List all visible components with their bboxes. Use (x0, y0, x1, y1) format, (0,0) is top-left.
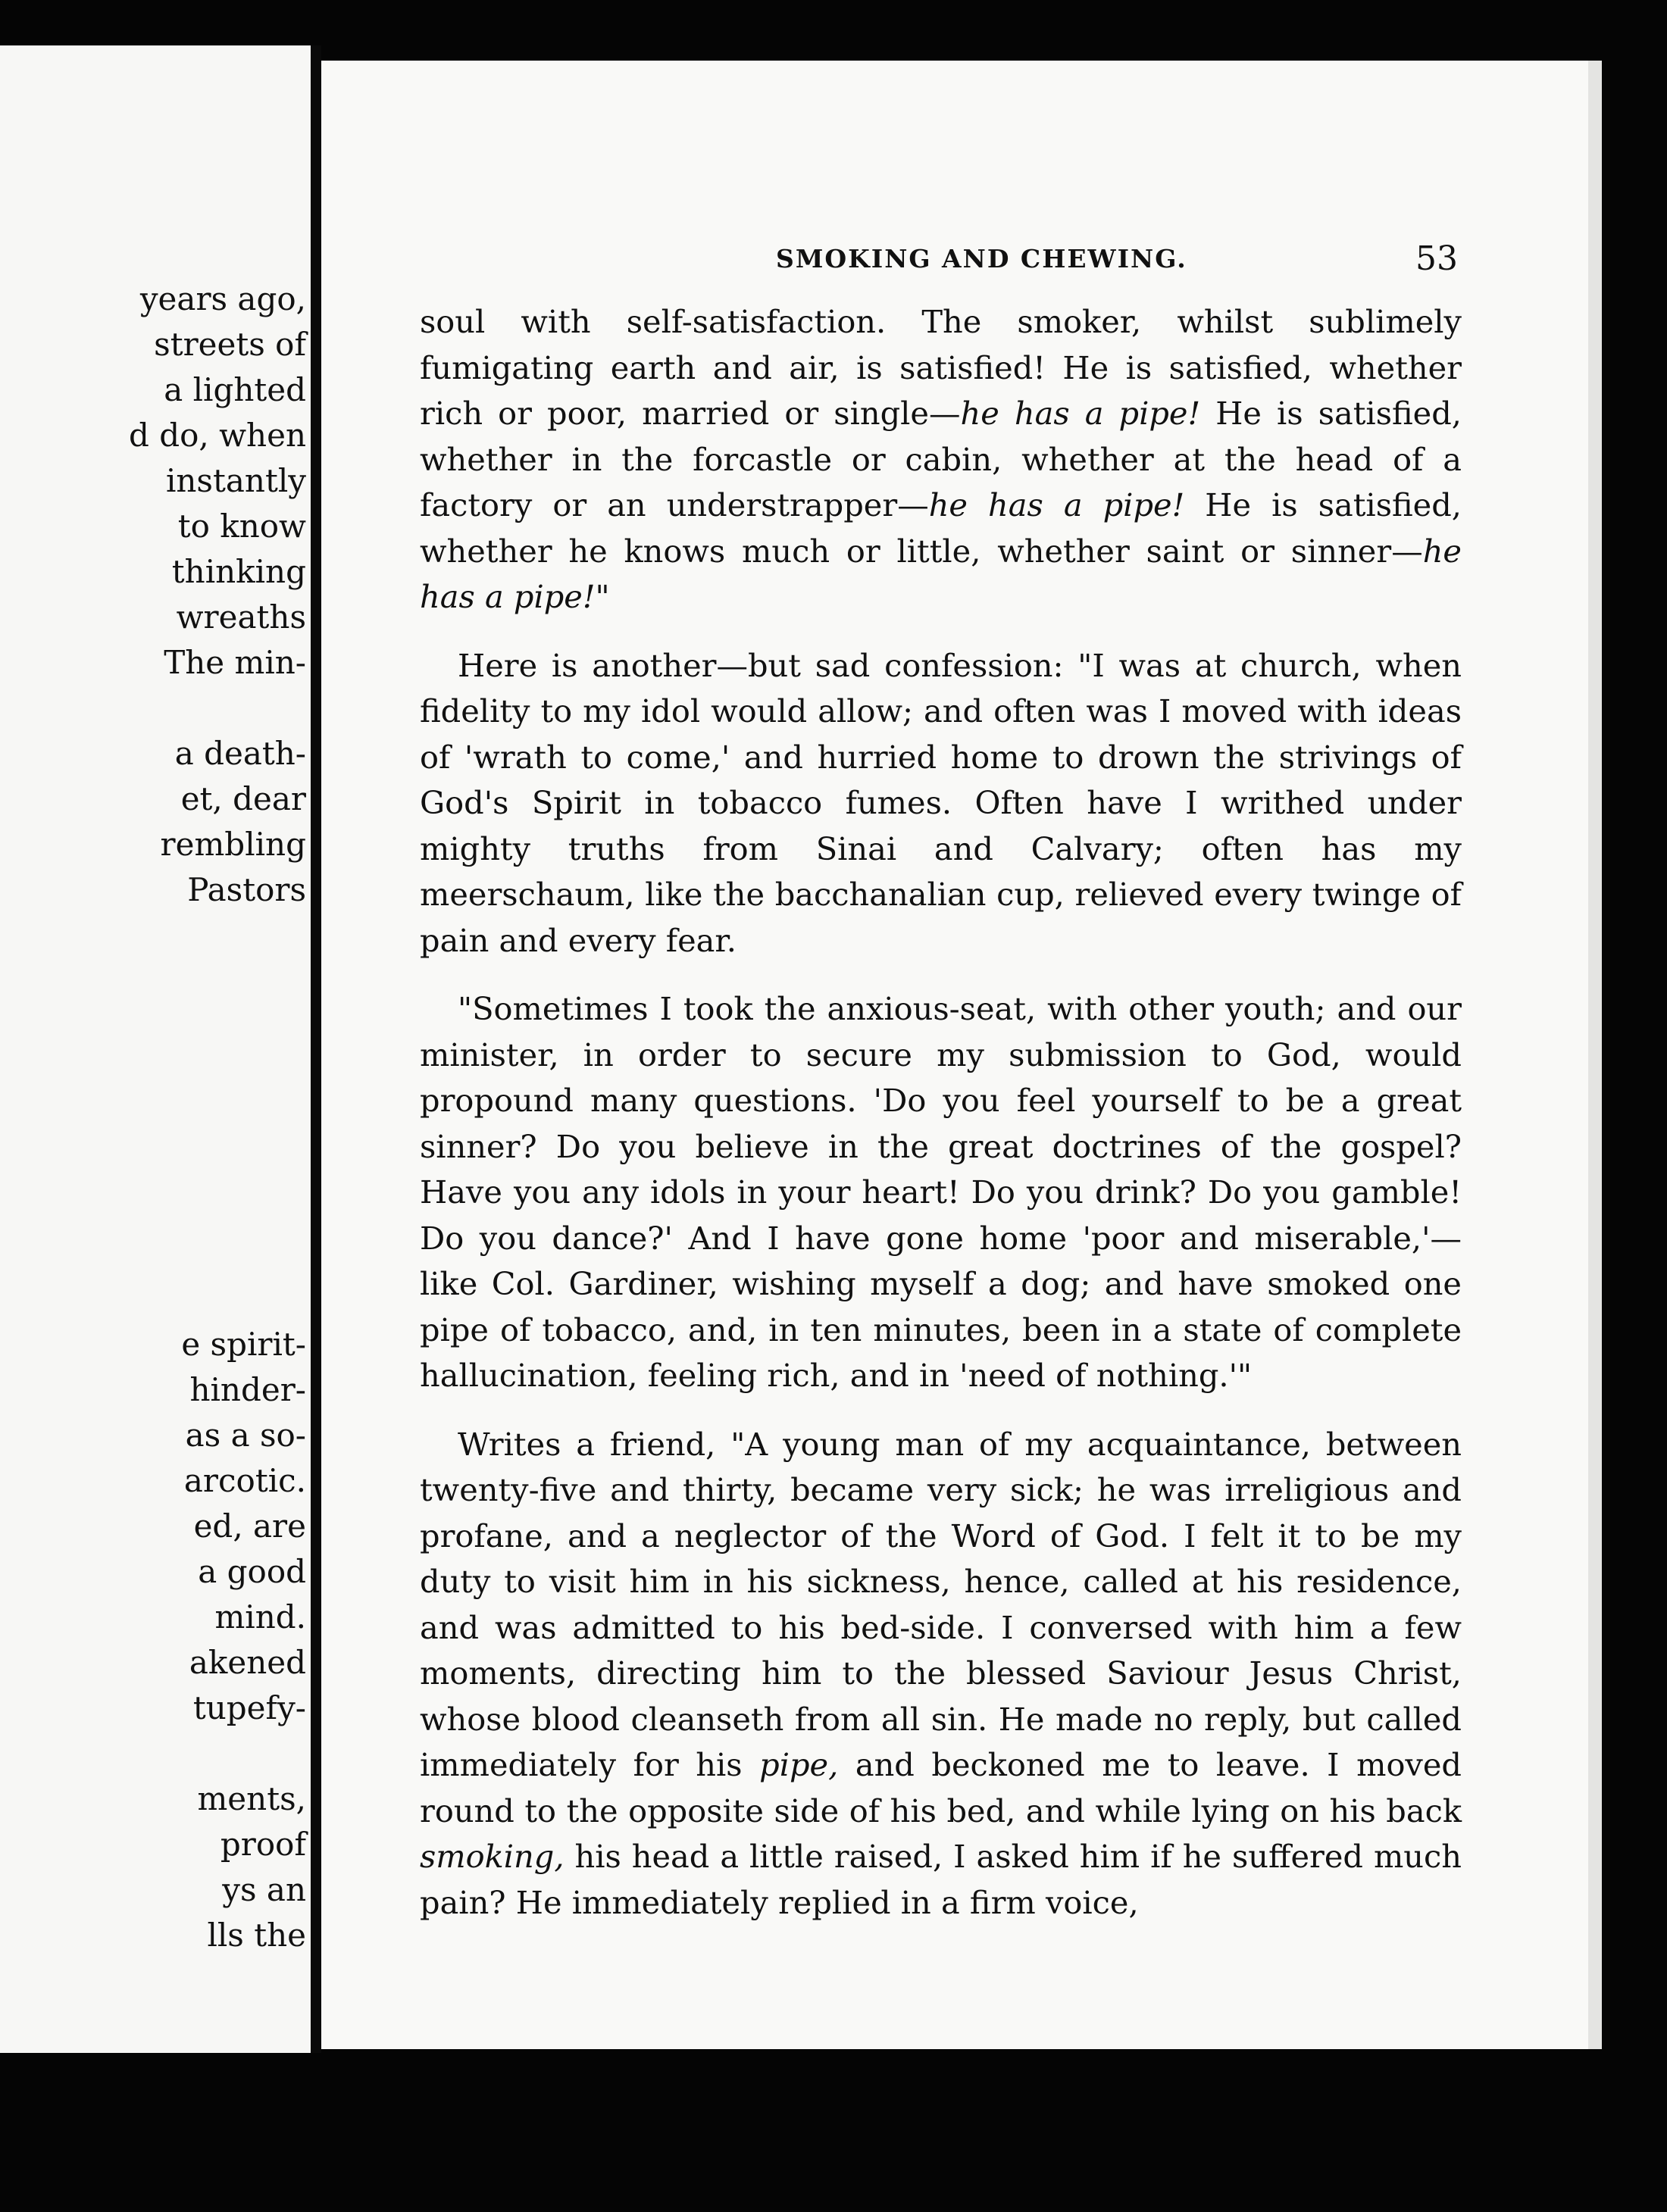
left-page-line: a death- (174, 735, 306, 772)
left-page-line: lls the (207, 1917, 306, 1954)
left-page-line: a good (198, 1553, 306, 1590)
left-page-line: The min- (164, 644, 306, 681)
left-page-line: e spirit- (181, 1326, 306, 1363)
left-page-line: a lighted (164, 371, 306, 408)
left-page-line (129, 913, 306, 958)
text-run: soul with self-satisfaction. The smoker, whilst sublimely fumigating earth and air, is satisfied! He is satisfied, whether rich or poor, married or single— (420, 303, 1462, 432)
italic-run: he has a pipe! (420, 532, 1462, 615)
page-header (321, 236, 1602, 282)
book-gutter (311, 45, 321, 2053)
right-page (321, 61, 1602, 2049)
text-run: He is satisfied, whether he knows much or little, whether saint or sinner— (420, 486, 1462, 570)
left-page-line: thinking (171, 553, 306, 590)
left-page-line: akened (189, 1644, 306, 1681)
text-run: He is satisfied, whether in the forcastle or cabin, whether at the head of a factory or an understrapper— (420, 395, 1462, 523)
running-head: SMOKING AND CHEWING. (776, 244, 1187, 273)
left-page-line: ments, (197, 1780, 306, 1817)
left-page-line: instantly (165, 462, 306, 499)
left-page-line: d do, when (128, 417, 306, 454)
left-page-line: et, dear (180, 780, 306, 817)
italic-run: he has a pipe! (928, 486, 1185, 523)
left-page-line: tupefy- (192, 1689, 306, 1726)
left-page-line (129, 1095, 306, 1140)
body-text (420, 299, 1462, 1948)
left-page-line (129, 1140, 306, 1186)
text-run: his head a little raised, I asked him if he suffered much pain? He immediately replied in a firm voice, (420, 1838, 1462, 1921)
paragraph (420, 299, 1462, 620)
text-run: " (595, 578, 610, 615)
left-page-line: years ago, (139, 280, 306, 317)
left-page-line (129, 1731, 306, 1776)
left-page-line: rembling (160, 826, 306, 863)
left-page-line (129, 1049, 306, 1095)
left-page-line: to know (177, 508, 306, 545)
page-edge (1588, 61, 1602, 2049)
paragraph: Here is another—but sad confession: "I was at church, when fidelity to my idol would allow; and often was I moved with ideas of 'wrath to come,' and hurried home to drown the strivings of God's Spirit in tobacco fumes. Often have I writhed under mighty truths from Sinai and Calvary; often has my meerschaum, like the bacchanalian cup, relieved every twinge of pain and every fear. (420, 646, 1462, 959)
italic-run: smoking, (420, 1838, 565, 1875)
left-page-line: as a so- (185, 1417, 306, 1454)
left-page-text (129, 276, 306, 1958)
left-page-line (129, 1004, 306, 1049)
left-page-line (129, 958, 306, 1004)
left-page (0, 45, 311, 2053)
page-number: 53 (1415, 239, 1458, 278)
left-page-line: streets of (154, 326, 306, 363)
left-page-line: arcotic. (183, 1462, 306, 1499)
paragraph (420, 1422, 1462, 1926)
italic-run: pipe, (759, 1746, 839, 1783)
italic-run: he has a pipe! (960, 395, 1201, 432)
left-page-line: wreaths (176, 598, 306, 636)
left-page-line: Pastors (187, 871, 306, 908)
paragraph: "Sometimes I took the anxious-seat, with other youth; and our minister, in order to secure my submission to God, would propound many questions. 'Do you feel yourself to be a great sinner? Do you believe in the great doctrines of the gospel? Have you any idols in your heart! Do you drink? Do you gamble! Do you dance?' And I have gone home 'poor and miserable,'—like Col. Gardiner, wishing myself a dog; and have smoked one pipe of tobacco, and, in ten minutes, been in a state of complete hallucination, feeling rich, and in 'need of nothing.'" (420, 990, 1462, 1394)
left-page-line: mind. (214, 1598, 306, 1636)
left-page-line (129, 686, 306, 731)
left-page-line: ys an (222, 1871, 306, 1908)
left-page-line: proof (220, 1826, 306, 1863)
left-page-line (129, 1231, 306, 1276)
text-run: and beckoned me to leave. I moved round to the opposite side of his bed, and while lying on his back (420, 1746, 1462, 1829)
left-page-line (129, 1186, 306, 1231)
left-page-line: ed, are (193, 1507, 306, 1545)
left-page-line (129, 1276, 306, 1322)
text-run: Writes a friend, "A young man of my acquaintance, between twenty-five and thirty, became very sick; he was irreligious and profane, and a neglector of the Word of God. I felt it to be my duty to visit him in his sickness, hence, called at his residence, and was admitted to his bed-side. I conversed with him a few moments, directing him to the blessed Saviour Jesus Christ, whose blood cleanseth from all sin. He made no reply, but called immediately for his (420, 1425, 1462, 1783)
left-page-line: hinder- (189, 1371, 306, 1408)
